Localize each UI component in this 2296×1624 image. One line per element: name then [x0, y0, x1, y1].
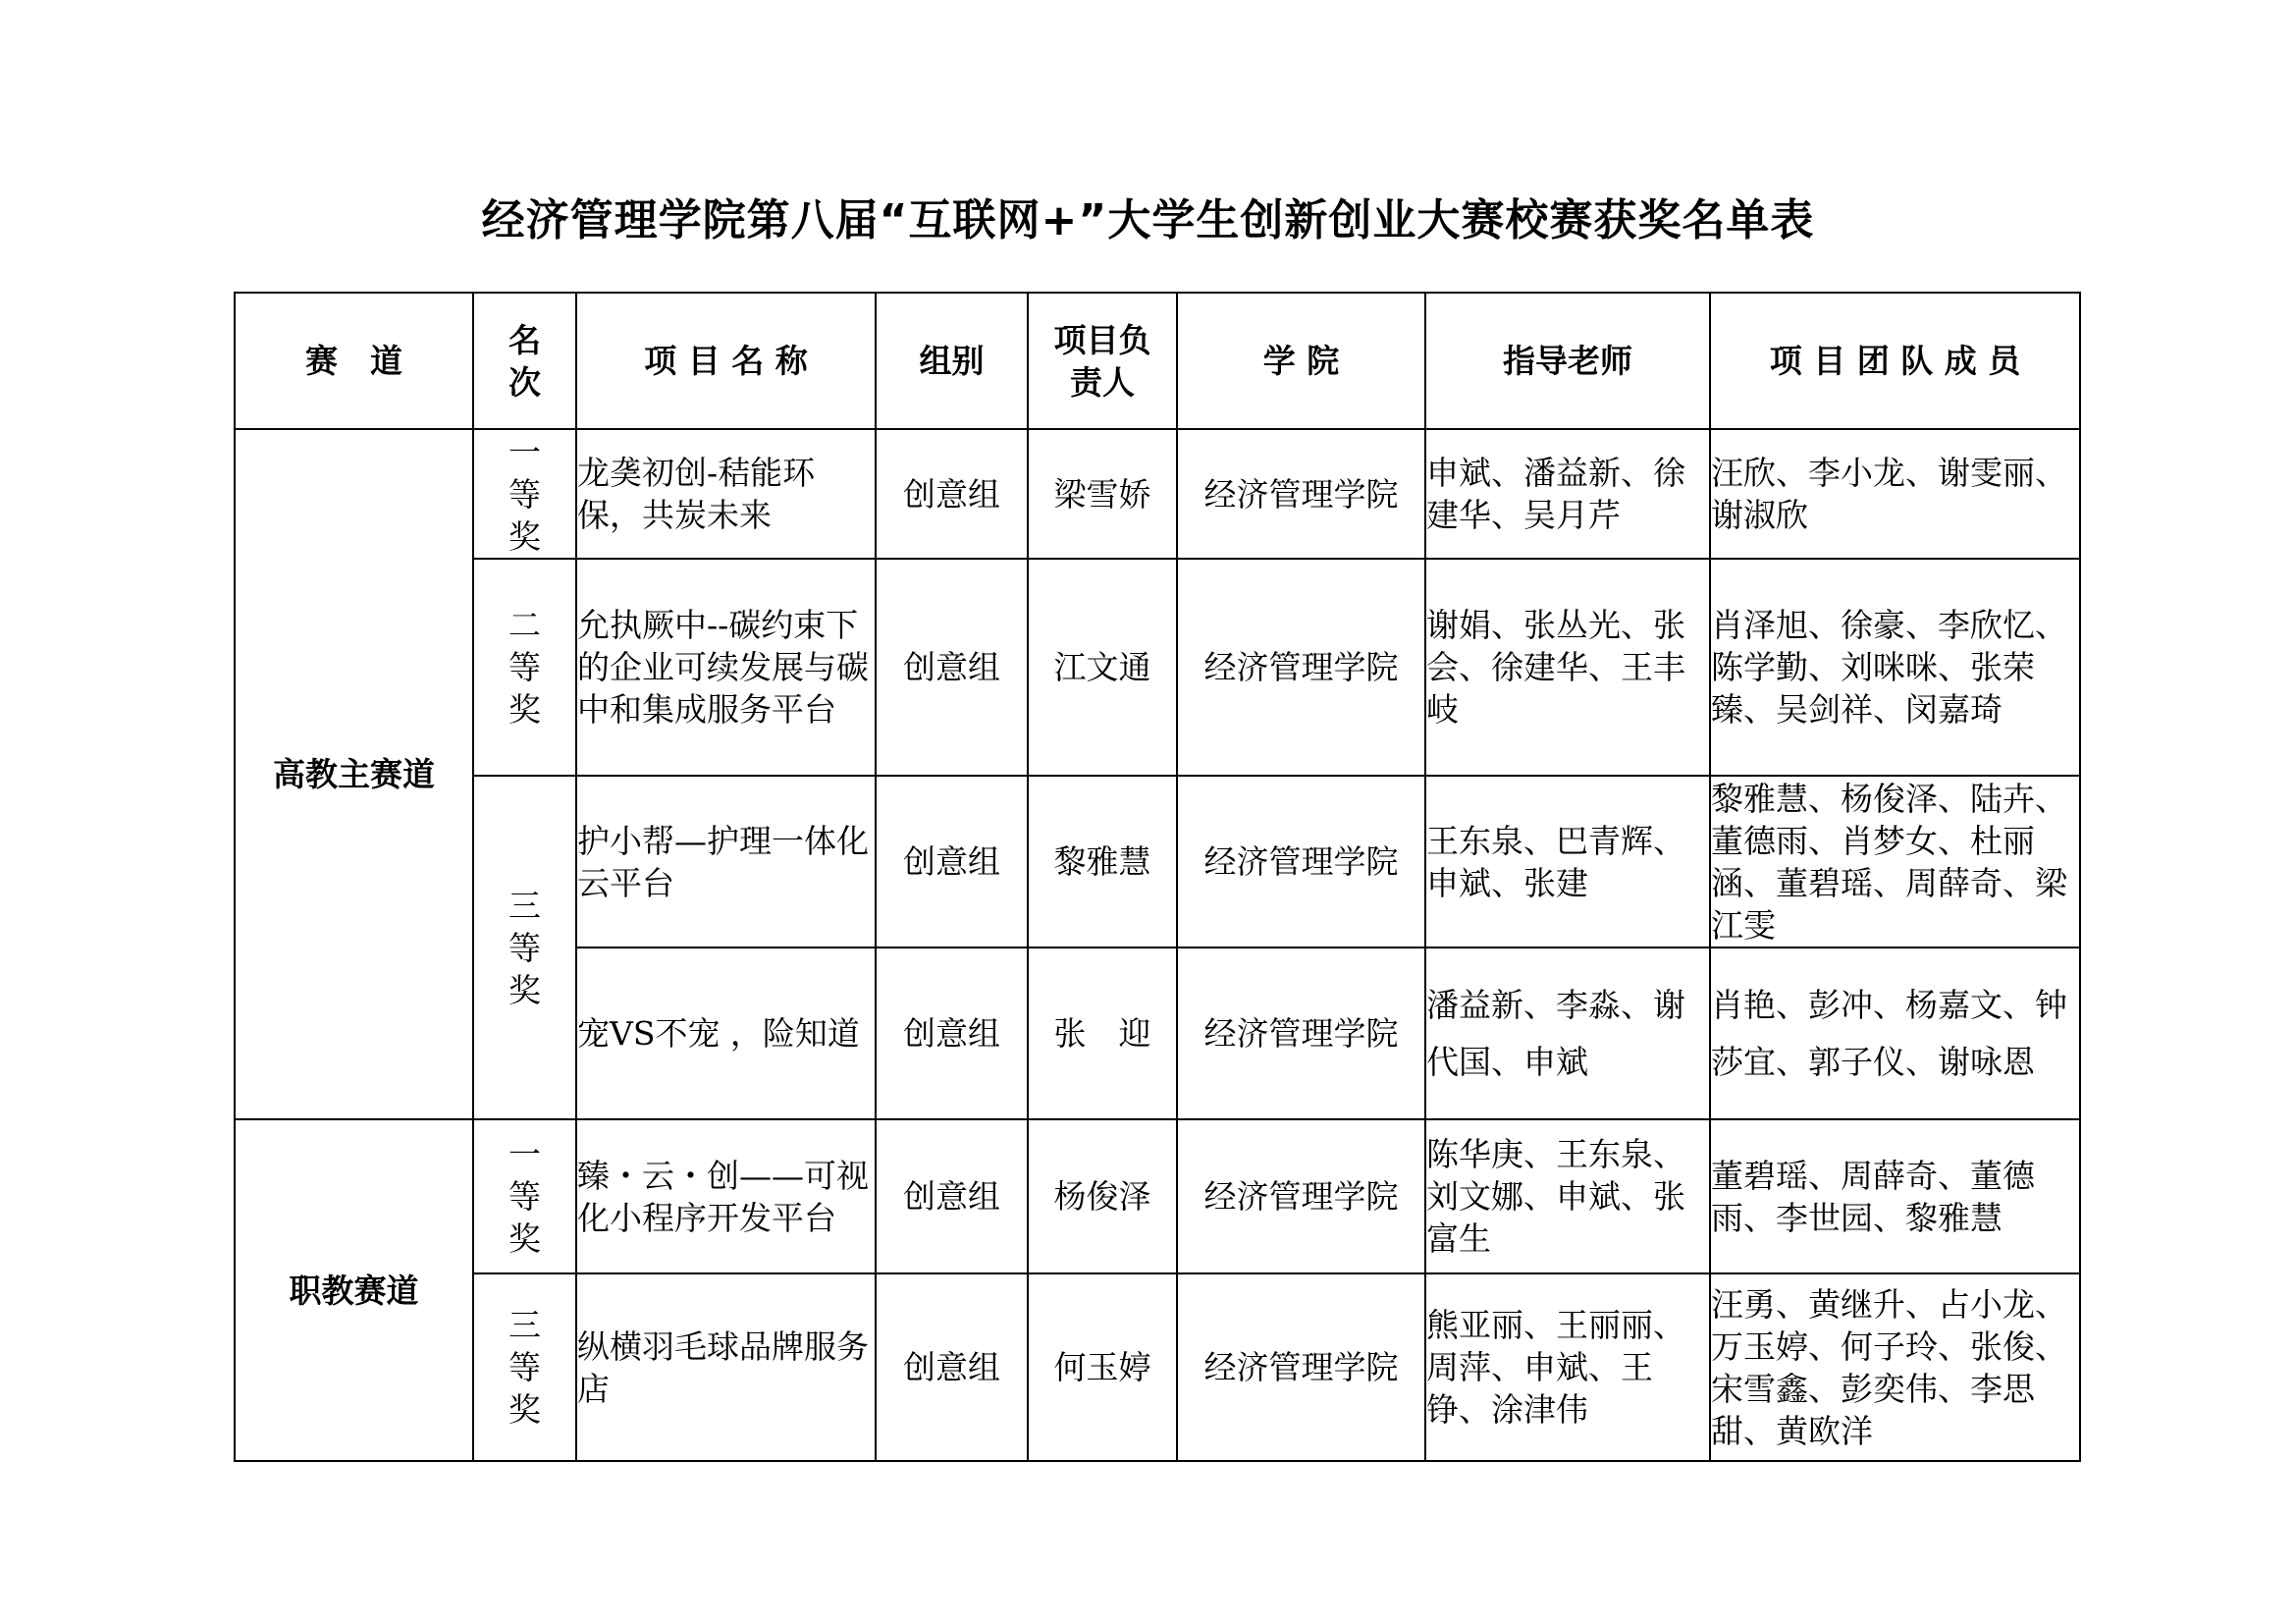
group-cell: 创意组	[876, 1273, 1028, 1461]
header-group: 组别	[876, 293, 1028, 429]
header-rank	[473, 293, 576, 429]
table-row	[235, 429, 2080, 559]
group-cell: 创意组	[876, 776, 1028, 947]
header-track: 赛 道	[235, 293, 473, 429]
members-cell: 肖艳、彭冲、杨嘉文、钟莎宜、郭子仪、谢咏恩	[1710, 947, 2080, 1119]
rank-cell	[473, 429, 576, 559]
header-project: 项 目 名 称	[576, 293, 876, 429]
rank-cell	[473, 559, 576, 776]
advisors-cell: 潘益新、李淼、谢代国、申斌	[1425, 947, 1710, 1119]
college-cell: 经济管理学院	[1177, 1119, 1425, 1273]
leader-cell: 梁雪娇	[1028, 429, 1177, 559]
rank-cell	[473, 776, 576, 1119]
advisors-cell: 申斌、潘益新、徐建华、吴月芹	[1425, 429, 1710, 559]
header-members: 项 目 团 队 成 员	[1710, 293, 2080, 429]
table-row	[235, 1119, 2080, 1273]
group-cell: 创意组	[876, 947, 1028, 1119]
rank-text: 三等奖	[508, 1306, 541, 1429]
header-leader-text: 项目负责人	[1053, 320, 1151, 402]
members-cell: 汪欣、李小龙、谢雯丽、谢淑欣	[1710, 429, 2080, 559]
rank-text: 一等奖	[508, 1135, 541, 1258]
table-row	[235, 559, 2080, 776]
track-cell: 高教主赛道	[235, 429, 473, 1119]
leader-cell: 黎雅慧	[1028, 776, 1177, 947]
leader-cell: 杨俊泽	[1028, 1119, 1177, 1273]
leader-cell: 江文通	[1028, 559, 1177, 776]
members-cell: 董碧瑶、周薛奇、董德雨、李世园、黎雅慧	[1710, 1119, 2080, 1273]
project-name-cell: 龙䶮初创-秸能环保，共炭未来	[576, 429, 876, 559]
college-cell: 经济管理学院	[1177, 559, 1425, 776]
college-cell: 经济管理学院	[1177, 776, 1425, 947]
college-cell: 经济管理学院	[1177, 1273, 1425, 1461]
page-title: 经济管理学院第八届“互联网+”大学生创新创业大赛校赛获奖名单表	[481, 195, 1815, 245]
header-rank-text: 名次	[508, 320, 541, 402]
group-cell: 创意组	[876, 429, 1028, 559]
track-cell: 职教赛道	[235, 1119, 473, 1461]
rank-cell	[473, 1119, 576, 1273]
header-advisors: 指导老师	[1425, 293, 1710, 429]
college-cell: 经济管理学院	[1177, 429, 1425, 559]
rank-text: 一等奖	[508, 432, 541, 556]
members-cell: 黎雅慧、杨俊泽、陆卉、董德雨、肖梦女、杜丽涵、董碧瑶、周薛奇、梁江雯	[1710, 776, 2080, 947]
group-cell: 创意组	[876, 559, 1028, 776]
college-cell: 经济管理学院	[1177, 947, 1425, 1119]
leader-cell: 张 迎	[1028, 947, 1177, 1119]
advisors-cell: 熊亚丽、王丽丽、周萍、申斌、王铮、涂津伟	[1425, 1273, 1710, 1461]
leader-cell: 何玉婷	[1028, 1273, 1177, 1461]
awards-table	[234, 292, 2081, 1462]
members-cell: 肖泽旭、徐豪、李欣忆、陈学勤、刘咪咪、张荣臻、吴剑祥、闵嘉琦	[1710, 559, 2080, 776]
header-college: 学 院	[1177, 293, 1425, 429]
project-name-cell: 宠VS不宠 ，险知道	[576, 947, 876, 1119]
rank-text: 三等奖	[508, 886, 541, 1009]
header-leader	[1028, 293, 1177, 429]
table-row	[235, 776, 2080, 947]
project-name-cell: 护小帮—护理一体化云平台	[576, 776, 876, 947]
project-name-cell: 臻・云・创——可视化小程序开发平台	[576, 1119, 876, 1273]
project-name-cell: 允执厥中--碳约束下的企业可续发展与碳中和集成服务平台	[576, 559, 876, 776]
project-name-cell: 纵横羽毛球品牌服务店	[576, 1273, 876, 1461]
group-cell: 创意组	[876, 1119, 1028, 1273]
members-cell: 汪勇、黄继升、占小龙、万玉婷、何子玲、张俊、宋雪鑫、彭奕伟、李思甜、黄欧洋	[1710, 1273, 2080, 1461]
rank-cell	[473, 1273, 576, 1461]
advisors-cell: 陈华庚、王东泉、刘文娜、申斌、张富生	[1425, 1119, 1710, 1273]
advisors-cell: 王东泉、巴青辉、申斌、张建	[1425, 776, 1710, 947]
rank-text: 二等奖	[508, 606, 541, 729]
advisors-cell: 谢娟、张丛光、张会、徐建华、王丰岐	[1425, 559, 1710, 776]
header-row	[235, 293, 2080, 429]
table-row	[235, 1273, 2080, 1461]
